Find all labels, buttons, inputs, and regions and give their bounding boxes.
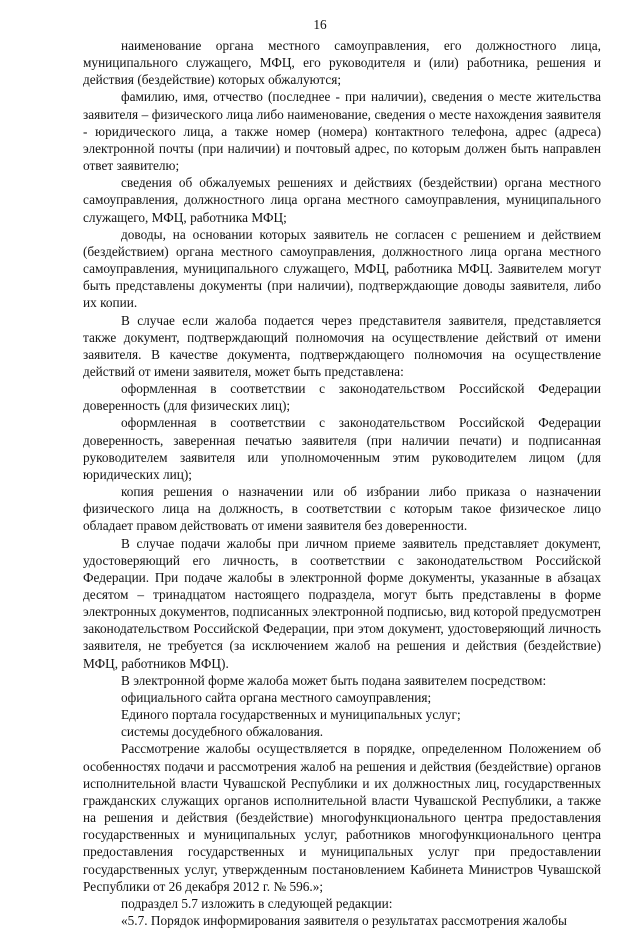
paragraph-power-of-attorney-legal: оформленная в соответствии с законодательством Российской Федерации доверенность, заверенная печатью заявителя (при наличии печати) и подписанная руководителем заявителя или уполномоченным этим руководителем лицом (для юридических лиц);	[83, 415, 601, 482]
paragraph-official-site: официального сайта органа местного самоуправления;	[121, 689, 432, 705]
paragraph-arguments: доводы, на основании которых заявитель не согласен с решением и действием (бездействием) органа местного самоуправления, должностного лица органа местного самоуправления, муниципального служащего, МФЦ, работника МФЦ. Заявителем могут быть представлены документы (при наличии), подтверждающие доводы заявителя, либо их копии.	[83, 226, 601, 311]
paragraph-electronic-submission: В электронной форме жалоба может быть подана заявителем посредством:	[121, 672, 547, 688]
paragraph-subsection-amendment: подраздел 5.7 изложить в следующей редакции:	[121, 895, 393, 911]
paragraph-appealed-decisions: сведения об обжалуемых решениях и действиях (бездействии) органа местного самоуправления, должностного лица органа местного самоуправления, муниципального служащего, МФЦ, работника МФЦ;	[83, 175, 601, 225]
page-number: 16	[313, 17, 327, 32]
document-body	[83, 37, 601, 929]
paragraph-official-name: наименование органа местного самоуправления, его должностного лица, муниципального служащего, МФЦ, его руководителя и (или) работника, решения и действия (бездействие) которых обжалуются;	[83, 38, 601, 88]
paragraph-appointment-decision: копия решения о назначении или об избрании либо приказа о назначении физического лица на должность, в соответствии с которым такое физическое лицо обладает правом действовать от имени заявителя без доверенности.	[83, 484, 601, 534]
paragraph-applicant-details: фамилию, имя, отчество (последнее - при наличии), сведения о месте жительства заявителя – физического лица либо наименование, сведения о месте нахождения заявителя - юридического лица, а также номер (номера) контактного телефона, адрес (адреса) электронной почты (при наличии) и почтовый адрес, по которым должен быть направлен ответ заявителю;	[83, 89, 601, 174]
paragraph-subsection-heading: «5.7. Порядок информирования заявителя о результатах рассмотрения жалобы	[121, 912, 567, 928]
paragraph-personal-submission: В случае подачи жалобы при личном приеме заявитель представляет документ, удостоверяющий его личность, в соответствии с законодательством Российской Федерации. При подаче жалобы в электронной форме документы, указанные в абзацах десятом – тринадцатом настоящего подраздела, могут быть представлены в форме электронных документов, подписанных электронной подписью, вид которой предусмотрен законодательством Российской Федерации, при этом документ, удостоверяющий личность заявителя, не требуется (за исключением жалоб на решения и действия (бездействие) МФЦ, работников МФЦ).	[83, 535, 601, 671]
paragraph-unified-portal: Единого портала государственных и муниципальных услуг;	[121, 707, 461, 723]
paragraph-power-of-attorney-individuals: оформленная в соответствии с законодательством Российской Федерации доверенность (для физических лиц);	[83, 381, 601, 414]
paragraph-representative: В случае если жалоба подается через представителя заявителя, представляется также документ, подтверждающий полномочия на осуществление действий от имени заявителя. В качестве документа, подтверждающего полномочия на осуществление действий от имени заявителя, может быть представлена:	[83, 312, 601, 379]
paragraph-pretrial-system: системы досудебного обжалования.	[121, 724, 324, 740]
paragraph-review-procedure: Рассмотрение жалобы осуществляется в порядке, определенном Положением об особенностях подачи и рассмотрения жалоб на решения и действия (бездействие) органов исполнительной власти Чувашской Республики и их должностных лиц, государственных гражданских служащих органов исполнительной власти Чувашской Республики, а также на решения и действия (бездействие) многофункционального центра предоставления государственных и муниципальных услуг, работников многофункционального центра предоставления государственных и муниципальных услуг при предоставлении государственных услуг, утвержденным постановлением Кабинета Министров Чувашской Республики от 26 декабря 2012 г. № 596.»;	[83, 741, 601, 894]
